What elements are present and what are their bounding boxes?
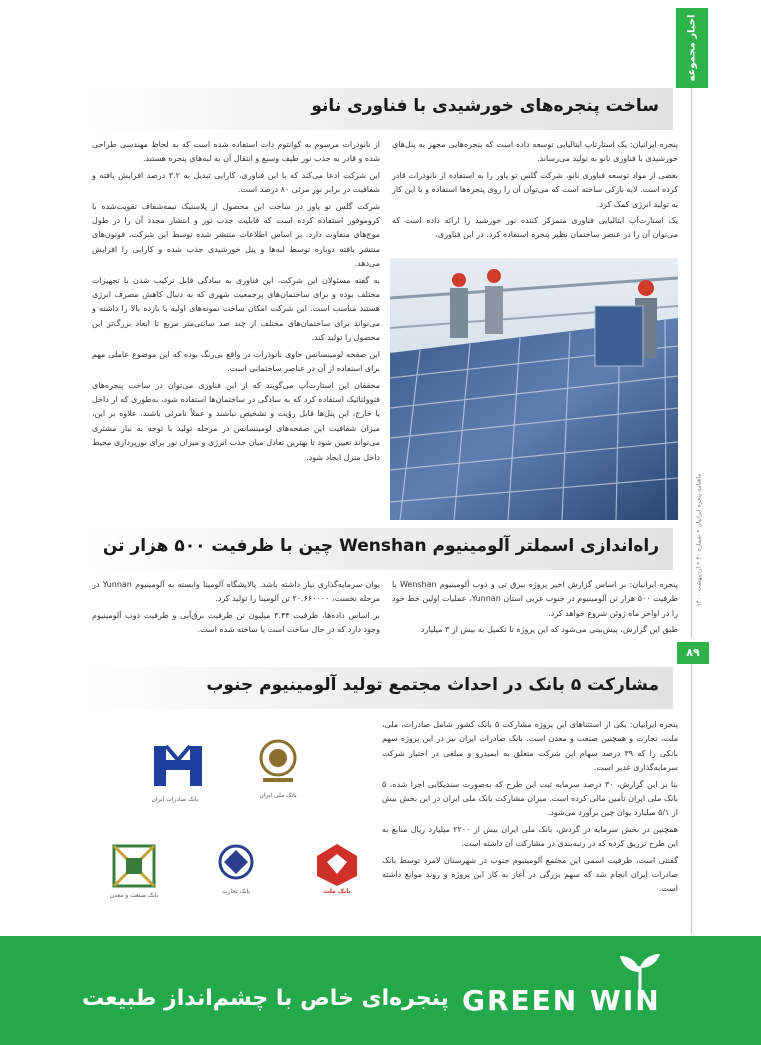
paragraph: پنجره ایرانیان: بر اساس گزارش اخیر پروژه بیرق تی و ذوب آلومینیوم Wenshan با ظرفیت ۵۰۰ هزار تن آلومینیوم در جنوب غربی استان Yunnan، عملیات اولین خط خود را در اواخر ماه ژوئن شروع خواهد کرد. [392, 580, 678, 618]
solar-panel-photo [390, 258, 678, 520]
green-win-banner [0, 936, 761, 1045]
brand-name: GREEN WIN [462, 984, 661, 1017]
article1-right-column [392, 138, 678, 245]
bank-logo-caption: بانک تجارت [221, 888, 251, 895]
bank-mellat-logo [313, 842, 361, 892]
paragraph: پنجره ایرانیان: یکی از استثناهای این پروژه مشارکت ۵ بانک کشور شامل صادرات، ملی، ملت، تجارت و همچنین صنعت و معدن است. بانک صادرات ایران نیز در این پروژه سهم بانکی را که ۳۹ درصد سهام این شرکت متعلق به ایمیدرو و مبلغی در اختیار شرکت سرمایه‌گذاری غدیر است. [382, 720, 678, 773]
bank-logo-caption: بانک صادرات ایران [151, 796, 199, 803]
bank-logo-caption: بانک ملت [323, 888, 351, 895]
issue-meta: ماهنامه پنجره ایرانیان • شماره ۴۰ • اردیبهشت ۱۴۰۰ [695, 473, 703, 607]
bank-logo-caption: بانک ملی ایران [259, 792, 297, 799]
paragraph: از نانوذرات مرسوم به کوانتوم دات استفاده شده است که به لحاظ مهندسی طراحی شده و قادر به جذب نور طیف وسیع و انتقال آن به لبه‌های پنجره هستند. [92, 140, 380, 164]
paragraph: پنجره ایرانیان: یک استارتاپ ایتالیایی توسعه داده است که پنجره‌هایی مجهز به پنل‌های خورشیدی با فناوری نانو به تولید می‌رساند. [392, 140, 678, 164]
side-divider-lower [691, 664, 692, 934]
solar-panel-illustration [390, 258, 678, 520]
article2-right-column [392, 578, 678, 640]
paragraph: گفتنی است، ظرفیت اسمی این مجتمع آلومینیوم جنوب در شهرستان لامرد توسط بانک صادرات ایران انجام شد که سهم بزرگی در آغاز به کار این پروژه و روند موانع داشته است. [382, 855, 678, 894]
paragraph: بر اساس داده‌ها، ظرفیت ۳.۴۴ میلیون تن ظرفیت برق‌آبی و ظرفیت ذوب آلومینیوم وجود دارد که در حال ساخت است یا ساخته شده است. [92, 610, 381, 635]
brand-slogan: پنجره‌ای خاص با چشم‌انداز طبیعت [82, 986, 449, 1011]
article3-column [382, 718, 678, 899]
bank-logo-caption: بانک صنعت و معدن [109, 892, 159, 899]
paragraph: همچنین در بخش سرمایه در گردش، بانک ملی ایران بیش از ۲۲۰۰ میلیارد ریال منابع به این طرح تزریق کرده که در رتبه‌بندی در مشارکت آن داشته است. [382, 824, 678, 849]
paragraph: بعضی از مواد توسعه فناوری نانو، شرکت گلس تو پاور را به استفاده از نانوذرات قادر کرده است. لایه نازکی ساخته است که می‌توان آن را روی پنجره‌ها استفاده و با این کار به تولید انرژی کمک کرد. [392, 170, 678, 209]
paragraph: یک استارت‌آپ ایتالیایی فناوری متمرکز کننده نور خورشید را ارائه داده است که می‌توان آن را در عنصر ساختمان نظیر پنجره استفاده کرد. در این فناوری، [392, 216, 678, 240]
paragraph: بنا بر این گزارش، ۳۰ درصد سرمایه ثبت این طرح که به‌صورت سندیکایی اجرا شده، ۵ بانک ملی ایران تأمین مالی کرده است. میزان مشارکت بانک ملی ایران در این بخش بیش از ۵/۱ میلیارد یوان چین برآورد می‌شود. [382, 779, 679, 818]
bank-tejarat-logo [212, 842, 260, 892]
article1-left-column [92, 138, 380, 467]
paragraph: این صفحه لومینسانس حاوی نانوذرات در واقع بی‌رنگ بوده که این موضوع عاملی مهم برای استفاده از آن در عناصر ساختمانی است. [92, 349, 380, 374]
bank-sanat-madan-logo [110, 842, 158, 894]
worker-figure [450, 273, 468, 338]
article1-title: ساخت پنجره‌های خورشیدی با فناوری نانو [311, 96, 659, 116]
article1-header [88, 88, 673, 130]
worker-figure [485, 269, 503, 334]
paragraph: به گفته مسئولان این شرکت، این فناوری به سادگی قابل ترکیب شدن با تجهیزات مختلف بوده و برای ساختمان‌های پرجمعیت شهری که به دنبال کاهش مصرف انرژی هستند مناسب است. این شرکت امکان ساخت نمونه‌های اولیه با بازده بالا را داشته و می‌تواند برای ساختمان‌های مختلف از چند صد سانتی‌متر مربع تا ابعاد بزرگ‌تر این محصول را تولید کند. [92, 275, 380, 343]
article2-title: راه‌اندازی اسملتر آلومینیوم Wenshan چین با ظرفیت ۵۰۰ هزار تن [102, 536, 659, 556]
bank-saderat-logo [150, 738, 206, 798]
bank-melli-logo [255, 738, 301, 794]
paragraph: این شرکت ادعا می‌کند که با این فناوری، کارایی تبدیل به ۳.۲ درصد افزایش یافته و شفافیت در برابر نور مرئی ۸۰ درصد است. [92, 170, 380, 195]
paragraph: محققان این استارت‌آپ می‌گویند که از این فناوری می‌توان در ساخت پنجره‌های فتوولتائیک استفاده کرد که به سادگی در ساختمان‌ها استفاده شود، به‌طوری که از داخل یا خارج، این پنل‌ها قابل رؤیت و تشخیص نباشند و عملاً نامرئی باشند. علاوه بر این، میزان شفافیت این صفحه‌های لومینسانس در مرحله تولید با توجه به نیاز مشتری می‌تواند تعیین شود تا بهترین تعادل میان جذب انرژی و میزان نور برای نورپردازی محیط داخل منزل ایجاد شود. [92, 380, 380, 462]
paragraph: طبق این گزارش، پیش‌بینی می‌شود که این پروژه تا تکمیل به بیش از ۳ میلیارد [420, 625, 678, 635]
article3-header [88, 667, 673, 709]
article2-header [88, 528, 673, 570]
paragraph: یوان سرمایه‌گذاری نیاز داشته باشد. پالایشگاه آلومینا وابسته به آلومینیوم Yunnan در مرحله نخست، ۲۰.۶۶۰۰۰۰ تن آلومینا را تولید کرد. [92, 580, 380, 604]
article2-left-column [92, 578, 380, 640]
section-tab: اخبار مجموعه [676, 8, 708, 88]
paragraph: شرکت گلس تو پاور در ساخت این محصول از پلاستیک نیمه‌شفاف تقویت‌شده با کروموفور استفاده کرده است که قابلیت جذب نور و انتشار مجدد آن را در طول موج‌های متفاوت دارد. بر اساس اطلاعات منتشر شده توسط این شرکت، فوتون‌های منتشر یافته دوباره توسط لبه‌ها و پنل خورشیدی جذب شده و کارایی را افزایش می‌دهد. [92, 201, 380, 269]
page-number: ۸۹ [677, 642, 709, 664]
article3-title: مشارکت ۵ بانک در احداث مجتمع تولید آلومینیوم جنوب [206, 675, 659, 695]
